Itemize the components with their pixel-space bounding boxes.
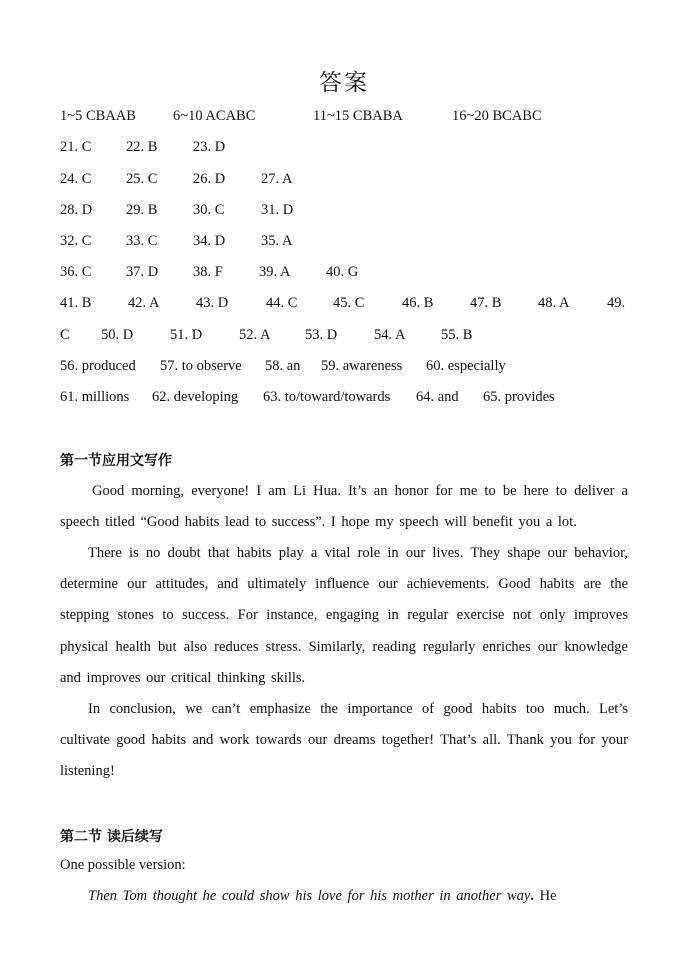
answer-item: 58. an xyxy=(265,358,301,374)
answer-item: 42. A xyxy=(128,295,160,311)
answer-item: 30. C xyxy=(193,202,225,218)
continuation-paragraph xyxy=(60,881,628,912)
version-intro: One possible version: xyxy=(60,857,186,873)
answer-item: 61. millions xyxy=(60,389,130,405)
answer-item: 25. C xyxy=(126,171,158,187)
answer-item: 48. A xyxy=(538,295,570,311)
answer-item: 50. D xyxy=(101,327,134,343)
answer-item: 51. D xyxy=(170,327,203,343)
answer-item: 39. A xyxy=(259,264,291,280)
page-title: 答案 xyxy=(319,70,369,96)
answer-item: 22. B xyxy=(126,139,158,155)
essay-paragraph-3: In conclusion, we can’t emphasize the importance of good habits too much. Let’s cultivate good habits and work towards our dreams together! That’s all. Thank you for your listening! xyxy=(60,701,628,780)
answer-item: 59. awareness xyxy=(321,358,403,374)
answer-item: 26. D xyxy=(193,171,226,187)
answer-item: 40. G xyxy=(326,264,359,280)
essay-paragraph-1: Good morning, everyone! I am Li Hua. It’s an honor for me to be here to deliver a speech titled “Good habits lead to success”. I hope my speech will benefit you a lot. xyxy=(60,483,628,531)
answer-item: 54. A xyxy=(374,327,406,343)
answer-item: 38. F xyxy=(193,264,223,280)
answer-item: 44. C xyxy=(266,295,298,311)
answer-item: 29. B xyxy=(126,202,158,218)
essay-paragraph-2: There is no doubt that habits play a vital role in our lives. They shape our behavior, determine our attitudes, and ultimately influence our achievements. Good habits are the stepping stones to success. For instance, engaging in regular exercise not only improves physical health but also reduces stress. Similarly, reading regularly enriches our knowledge and improves our critical thinking skills. xyxy=(60,545,628,686)
answer-item: 57. to observe xyxy=(160,358,242,374)
answer-item: 34. D xyxy=(193,233,226,249)
answer-item: 65. provides xyxy=(483,389,555,405)
answer-item: 35. A xyxy=(261,233,293,249)
answer-item: 16~20 BCABC xyxy=(452,108,542,124)
answer-item: 64. and xyxy=(416,389,459,405)
answer-item: 46. B xyxy=(402,295,434,311)
answer-item: 63. to/toward/towards xyxy=(263,389,391,405)
answer-item: 23. D xyxy=(193,139,226,155)
answer-item: 43. D xyxy=(196,295,229,311)
answer-item: 60. especially xyxy=(426,358,506,374)
answer-item: 32. C xyxy=(60,233,92,249)
answer-item: 52. A xyxy=(239,327,271,343)
answer-item: 49. xyxy=(607,295,626,311)
answer-item: 1~5 CBAAB xyxy=(60,108,136,124)
answer-item: 53. D xyxy=(305,327,338,343)
answer-item: 31. D xyxy=(261,202,294,218)
answer-item: 41. B xyxy=(60,295,92,311)
answer-item: 56. produced xyxy=(60,358,136,374)
answer-item: 33. C xyxy=(126,233,158,249)
answer-item: 21. C xyxy=(60,139,92,155)
answer-item: 27. A xyxy=(261,171,293,187)
continuation-tail: He xyxy=(533,888,557,904)
answer-item: 36. C xyxy=(60,264,92,280)
answer-item: 6~10 ACABC xyxy=(173,108,256,124)
answer-item: 47. B xyxy=(470,295,502,311)
answer-item: 24. C xyxy=(60,171,92,187)
answer-item: 55. B xyxy=(441,327,473,343)
answer-item: 28. D xyxy=(60,202,93,218)
section-heading-continuation: 第二节 读后续写 xyxy=(60,829,163,845)
answer-item: 45. C xyxy=(333,295,365,311)
answer-item: 62. developing xyxy=(152,389,239,405)
continuation-period: . xyxy=(530,888,534,904)
section-heading-writing: 第一节应用文写作 xyxy=(60,453,172,469)
answer-item: C xyxy=(60,327,70,343)
answer-item: 37. D xyxy=(126,264,159,280)
continuation-text: Then Tom thought he could show his love for his mother in another way xyxy=(88,888,531,904)
answer-item: 11~15 CBABA xyxy=(313,108,403,124)
